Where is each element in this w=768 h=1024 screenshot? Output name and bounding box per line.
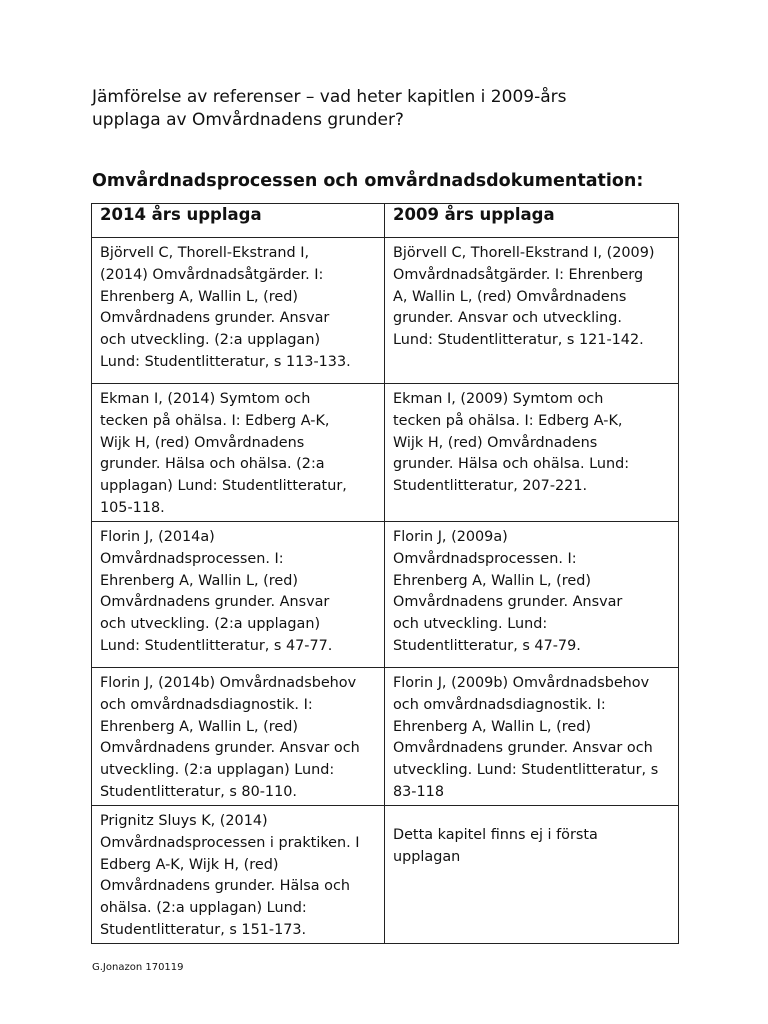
reference-2009-cell: [385, 668, 679, 806]
reference-2009-text: Björvell C, Thorell-Ekstrand I, (2009) Omvårdnadsåtgärder. I: Ehrenberg A, Wallin L, (red) Omvårdnadens grunder. Ansvar och utveckling. Lund: Studentlitteratur, s 121-142.: [393, 245, 655, 349]
table-row: [92, 238, 679, 384]
reference-2009-text: Ekman I, (2009) Symtom och tecken på ohälsa. I: Edberg A-K, Wijk H, (red) Omvårdnadens grunder. Hälsa och ohälsa. Lund: Studentlitteratur, 207-221.: [393, 391, 630, 495]
reference-2014-text: Prignitz Sluys K, (2014) Omvårdnadsprocessen i praktiken. I Edberg A-K, Wijk H, (red) Omvårdnadens grunder. Hälsa och ohälsa. (2:a upplagan) Lund: Studentlitteratur, s 151-173.: [100, 813, 360, 938]
reference-2009-cell: [385, 384, 679, 522]
reference-2014-cell: [92, 522, 385, 668]
table-row: [92, 384, 679, 522]
section-title: Omvårdnadsprocessen och omvårdnadsdokumentation:: [92, 171, 644, 191]
intro-question: [92, 86, 652, 132]
missing-chapter-note: Detta kapitel finns ej i första upplagan: [393, 827, 598, 865]
table-row: [92, 806, 679, 944]
intro-line-1: Jämförelse av referenser – vad heter kapitlen i 2009-års: [92, 87, 567, 107]
reference-2009-text: Florin J, (2009b) Omvårdnadsbehov och omvårdnadsdiagnostik. I: Ehrenberg A, Wallin L, (red) Omvårdnadens grunder. Ansvar och utveckling. Lund: Studentlitteratur, s 83-118: [393, 675, 659, 800]
header-2014-edition: 2014 års upplaga: [92, 204, 385, 238]
reference-2009-cell: [385, 806, 679, 944]
header-2009-edition: 2009 års upplaga: [385, 204, 679, 238]
reference-2014-cell: [92, 238, 385, 384]
table-header-row: [92, 204, 679, 238]
reference-2014-text: Florin J, (2014a) Omvårdnadsprocessen. I: Ehrenberg A, Wallin L, (red) Omvårdnadens grunder. Ansvar och utveckling. (2:a upplagan) Lund: Studentlitteratur, s 47-77.: [100, 529, 333, 654]
table-row: [92, 668, 679, 806]
reference-comparison-table: [91, 203, 679, 944]
reference-2009-cell: [385, 238, 679, 384]
reference-2014-cell: [92, 384, 385, 522]
reference-2014-cell: [92, 806, 385, 944]
reference-2014-text: Björvell C, Thorell-Ekstrand I, (2014) Omvårdnadsåtgärder. I: Ehrenberg A, Wallin L, (red) Omvårdnadens grunder. Ansvar och utveckling. (2:a upplagan) Lund: Studentlitteratur, s 113-133.: [100, 245, 351, 370]
reference-2014-text: Florin J, (2014b) Omvårdnadsbehov och omvårdnadsdiagnostik. I: Ehrenberg A, Wallin L, (red) Omvårdnadens grunder. Ansvar och utveckling. (2:a upplagan) Lund: Studentlitteratur, s 80-110.: [100, 675, 360, 800]
table-row: [92, 522, 679, 668]
reference-2014-text: Ekman I, (2014) Symtom och tecken på ohälsa. I: Edberg A-K, Wijk H, (red) Omvårdnadens grunder. Hälsa och ohälsa. (2:a upplagan) Lund: Studentlitteratur, 105-118.: [100, 391, 347, 516]
reference-2014-cell: [92, 668, 385, 806]
reference-2009-text: Florin J, (2009a) Omvårdnadsprocessen. I: Ehrenberg A, Wallin L, (red) Omvårdnadens grunder. Ansvar och utveckling. Lund: Studentlitteratur, s 47-79.: [393, 529, 623, 654]
author-footer: G.Jonazon 170119: [92, 962, 184, 973]
intro-line-2: upplaga av Omvårdnadens grunder?: [92, 110, 404, 130]
reference-2009-cell: [385, 522, 679, 668]
